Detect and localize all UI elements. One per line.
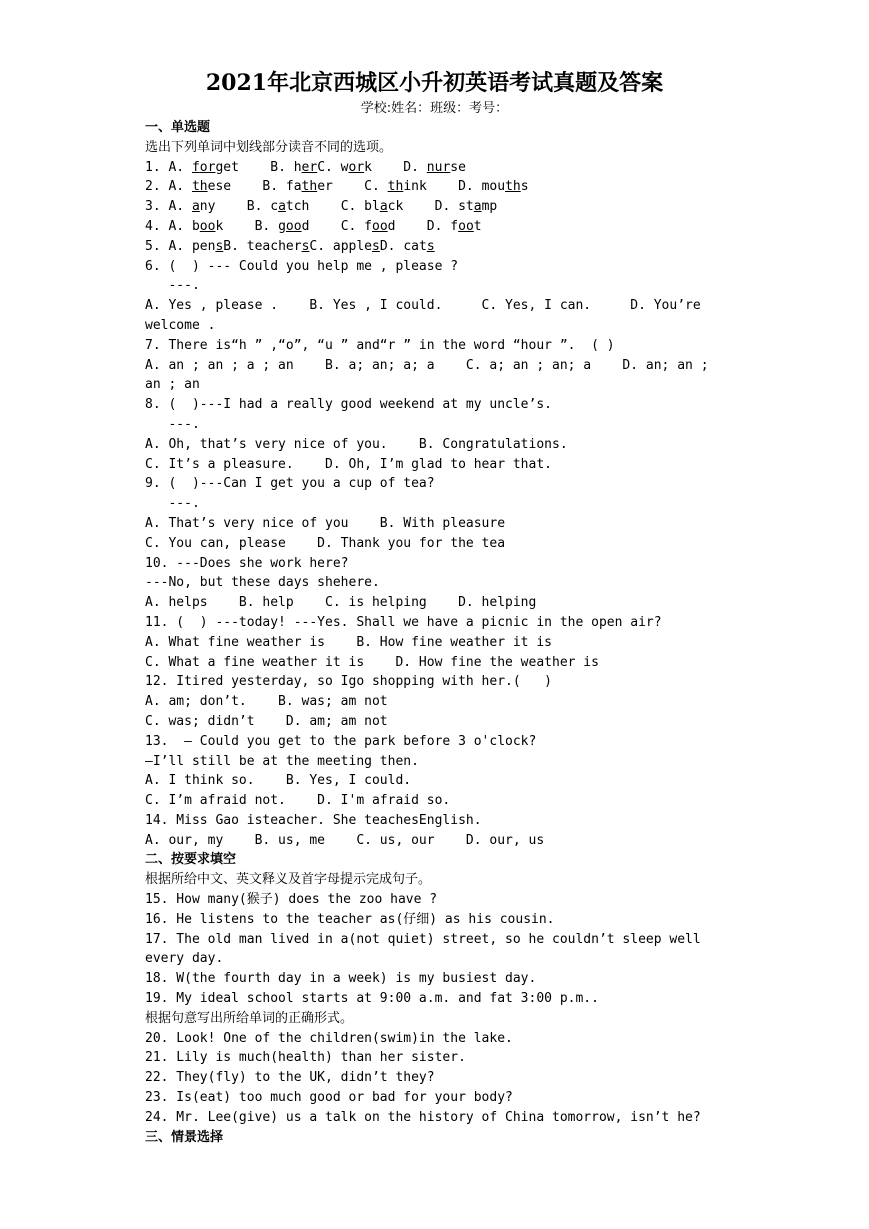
question-line: 15. How many(猴子) does the zoo have ? xyxy=(145,892,438,908)
page-title: 2021年北京西城区小升初英语考试真题及答案 xyxy=(205,70,664,96)
question-line: 10. ---Does she work here? xyxy=(145,555,349,571)
section-instruction: 根据句意写出所给单词的正确形式。 xyxy=(145,1010,354,1026)
question-line: 17. The old man lived in a(not quiet) street, so he couldn’t sleep well xyxy=(145,931,701,947)
section-heading-fill-in: 二、按要求填空 xyxy=(145,852,237,868)
question-line: A. an ; an ; a ; an B. a; an; a; a C. a; an ; an; a D. an; an ; xyxy=(145,357,709,373)
question-lines-6-14 xyxy=(145,257,730,851)
exam-body xyxy=(145,118,730,1147)
question-line: 11. ( ) ---today! ---Yes. Shall we have a picnic in the open air? xyxy=(145,614,662,630)
question-line: ---. xyxy=(145,278,200,294)
question-1: 1. A. forget B. herC. work D. nurse xyxy=(145,159,466,175)
question-line: an ; an xyxy=(145,377,200,393)
question-line: 20. Look! One of the children(swim)in the lake. xyxy=(145,1030,513,1046)
question-2: 2. A. these B. father C. think D. mouths xyxy=(145,179,529,195)
question-line: —I’ll still be at the meeting then. xyxy=(145,753,419,769)
question-line: 8. ( )---I had a really good weekend at my uncle’s. xyxy=(145,397,552,413)
question-line: A. am; don’t. B. was; am not xyxy=(145,694,388,710)
question-line: ---. xyxy=(145,496,200,512)
question-line: C. You can, please D. Thank you for the tea xyxy=(145,535,506,551)
question-line: C. I’m afraid not. D. I'm afraid so. xyxy=(145,793,451,809)
question-line: A. I think so. B. Yes, I could. xyxy=(145,773,412,789)
question-5: 5. A. pensB. teachersC. applesD. cats xyxy=(145,238,435,254)
question-line: 14. Miss Gao isteacher. She teachesEnglish. xyxy=(145,812,482,828)
question-4: 4. A. book B. good C. food D. foot xyxy=(145,218,482,234)
question-line: C. It’s a pleasure. D. Oh, I’m glad to hear that. xyxy=(145,456,552,472)
question-line: A. Yes , please . B. Yes , I could. C. Yes, I can. D. You’re xyxy=(145,298,701,314)
question-line: welcome . xyxy=(145,317,216,333)
question-line: A. helps B. help C. is helping D. helping xyxy=(145,595,537,611)
question-line: ---. xyxy=(145,416,200,432)
question-line: A. That’s very nice of you B. With pleasure xyxy=(145,515,506,531)
question-3: 3. A. any B. catch C. black D. stamp xyxy=(145,199,498,215)
question-line: A. our, my B. us, me C. us, our D. our, us xyxy=(145,832,545,848)
question-line: ---No, but these days shehere. xyxy=(145,575,380,591)
question-line: 13. — Could you get to the park before 3 o'clock? xyxy=(145,733,537,749)
question-line: 19. My ideal school starts at 9:00 a.m. and fat 3:00 p.m.. xyxy=(145,991,599,1007)
question-line: 23. Is(eat) too much good or bad for your body? xyxy=(145,1090,513,1106)
question-line: 21. Lily is much(health) than her sister. xyxy=(145,1050,466,1066)
question-line: 9. ( )---Can I get you a cup of tea? xyxy=(145,476,435,492)
section-heading-situational: 三、情景选择 xyxy=(145,1129,224,1145)
question-line: every day. xyxy=(145,951,224,967)
question-line: C. was; didn’t D. am; am not xyxy=(145,713,388,729)
question-line: 16. He listens to the teacher as(仔细) as his cousin. xyxy=(145,911,555,927)
section-instruction: 根据所给中文、英文释义及首字母提示完成句子。 xyxy=(145,872,432,888)
question-line: C. What a fine weather it is D. How fine the weather is xyxy=(145,654,599,670)
question-line: 6. ( ) --- Could you help me , please ? xyxy=(145,258,459,274)
question-line: 18. W(the fourth day in a week) is my busiest day. xyxy=(145,971,537,987)
question-line: 22. They(fly) to the UK, didn’t they? xyxy=(145,1070,435,1086)
question-line: A. What fine weather is B. How fine weather it is xyxy=(145,634,552,650)
question-lines-20-24 xyxy=(145,1029,730,1128)
section-heading-single-choice: 一、单选题 xyxy=(145,120,211,135)
question-line: A. Oh, that’s very nice of you. B. Congratulations. xyxy=(145,436,568,452)
student-info-line: 学校:姓名：班级：考号： xyxy=(360,101,509,116)
question-line: 24. Mr. Lee(give) us a talk on the history of China tomorrow, isn’t he? xyxy=(145,1109,701,1125)
question-lines-15-19 xyxy=(145,890,730,1009)
section-instruction: 选出下列单词中划线部分读音不同的选项。 xyxy=(145,139,393,155)
question-line: 12. Itired yesterday, so Igo shopping with her.( ) xyxy=(145,674,552,690)
question-line: 7. There is“h ” ,“o”, “u ” and“r ” in the word “hour ”. ( ) xyxy=(145,337,615,353)
